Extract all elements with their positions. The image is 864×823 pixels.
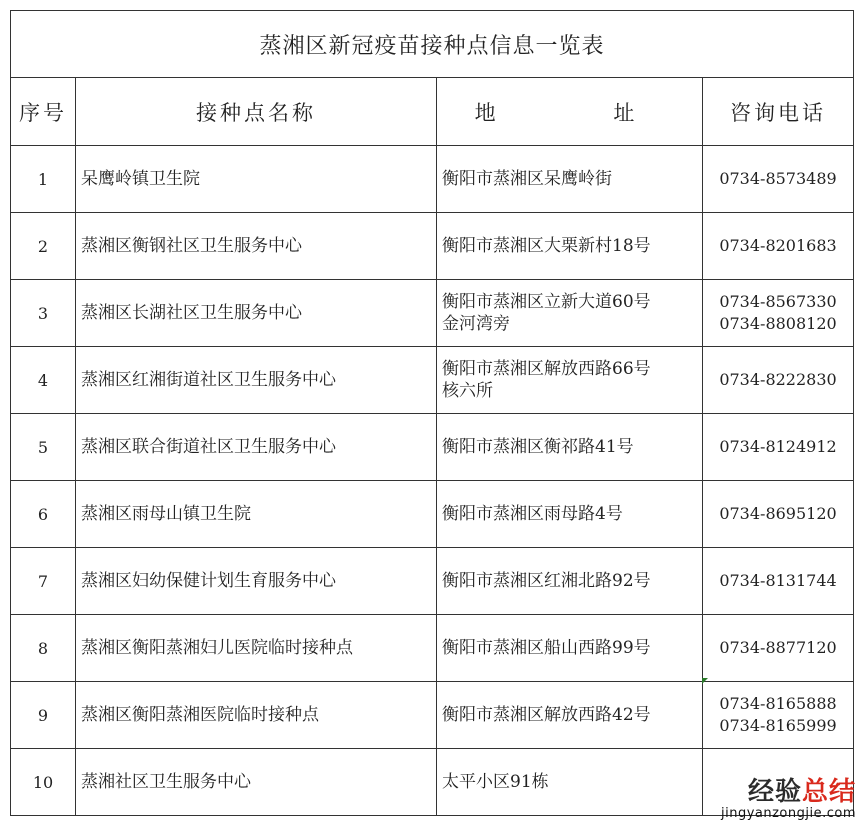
- address-line: 衡阳市蒸湘区解放西路42号: [442, 705, 651, 725]
- header-name: 接种点名称: [76, 78, 437, 146]
- row-number: 1: [11, 146, 76, 213]
- address-line: 衡阳市蒸湘区船山西路99号: [442, 638, 651, 658]
- phone-line: 0734-8201683: [719, 236, 837, 255]
- header-address: 地 址: [437, 78, 703, 146]
- site-address: [437, 481, 703, 548]
- table-row: [11, 682, 854, 749]
- row-number: 9: [11, 682, 76, 749]
- row-number: 6: [11, 481, 76, 548]
- site-name: 蒸湘区衡阳蒸湘医院临时接种点: [76, 682, 437, 749]
- address-line: 核六所: [442, 381, 493, 401]
- table-row: [11, 548, 854, 615]
- site-phone: [703, 280, 854, 347]
- site-phone: [703, 481, 854, 548]
- address-line: 衡阳市蒸湘区雨母路4号: [442, 504, 623, 524]
- address-line: 金河湾旁: [442, 314, 510, 334]
- row-number: 8: [11, 615, 76, 682]
- site-address: [437, 146, 703, 213]
- phone-line: 0734-8165999: [719, 716, 837, 735]
- phone-line: 0734-8124912: [719, 437, 837, 456]
- phone-line: 0734-8695120: [719, 504, 837, 523]
- site-name: 蒸湘区妇幼保健计划生育服务中心: [76, 548, 437, 615]
- site-name: 蒸湘区联合街道社区卫生服务中心: [76, 414, 437, 481]
- site-address: [437, 615, 703, 682]
- row-number: 5: [11, 414, 76, 481]
- address-line: 衡阳市蒸湘区呆鹰岭街: [442, 169, 612, 189]
- site-name: 蒸湘区红湘街道社区卫生服务中心: [76, 347, 437, 414]
- row-number: 2: [11, 213, 76, 280]
- row-number: 3: [11, 280, 76, 347]
- table-row: [11, 280, 854, 347]
- phone-line: 0734-8877120: [719, 638, 837, 657]
- header-phone: 咨询电话: [703, 78, 854, 146]
- table-row: [11, 481, 854, 548]
- watermark-url: jingyanzongjie.com: [720, 806, 856, 821]
- site-address: [437, 682, 703, 749]
- address-line: 衡阳市蒸湘区解放西路66号: [442, 359, 651, 379]
- site-name: 蒸湘区雨母山镇卫生院: [76, 481, 437, 548]
- site-address: [437, 749, 703, 816]
- site-phone: [703, 347, 854, 414]
- watermark-brand: 经验总结: [747, 777, 856, 807]
- site-name: 蒸湘区长湖社区卫生服务中心: [76, 280, 437, 347]
- site-name: 呆鹰岭镇卫生院: [76, 146, 437, 213]
- site-address: [437, 347, 703, 414]
- table-row: [11, 146, 854, 213]
- table-body: [11, 146, 854, 816]
- site-phone: [703, 548, 854, 615]
- address-line: 衡阳市蒸湘区红湘北路92号: [442, 571, 651, 591]
- table-row: [11, 615, 854, 682]
- site-name: 蒸湘社区卫生服务中心: [76, 749, 437, 816]
- row-number: 4: [11, 347, 76, 414]
- site-name: 蒸湘区衡阳蒸湘妇儿医院临时接种点: [76, 615, 437, 682]
- site-address: [437, 280, 703, 347]
- site-address: [437, 548, 703, 615]
- address-line: 衡阳市蒸湘区立新大道60号: [442, 292, 651, 312]
- table-title: 蒸湘区新冠疫苗接种点信息一览表: [11, 11, 854, 78]
- green-corner-mark: [702, 678, 708, 684]
- watermark-logo: [721, 778, 856, 821]
- row-number: 7: [11, 548, 76, 615]
- phone-line: 0734-8808120: [719, 314, 837, 333]
- site-phone: [703, 213, 854, 280]
- site-phone: [703, 414, 854, 481]
- site-phone: [703, 615, 854, 682]
- site-phone: [703, 146, 854, 213]
- phone-line: 0734-8573489: [719, 169, 837, 188]
- site-address: [437, 213, 703, 280]
- phone-line: 0734-8222830: [719, 370, 837, 389]
- address-line: 衡阳市蒸湘区大栗新村18号: [442, 236, 651, 256]
- site-address: [437, 414, 703, 481]
- site-phone: [703, 682, 854, 749]
- table-row: [11, 213, 854, 280]
- phone-line: 0734-8567330: [719, 292, 837, 311]
- vaccination-sites-table: [10, 10, 854, 816]
- table-row: [11, 414, 854, 481]
- address-line: 衡阳市蒸湘区衡祁路41号: [442, 437, 634, 457]
- phone-line: 0734-8131744: [719, 571, 837, 590]
- site-name: 蒸湘区衡钢社区卫生服务中心: [76, 213, 437, 280]
- header-no: 序号: [11, 78, 76, 146]
- address-line: 太平小区91栋: [442, 772, 549, 792]
- table-row: [11, 347, 854, 414]
- row-number: 10: [11, 749, 76, 816]
- header-row: [11, 78, 854, 146]
- phone-line: 0734-8165888: [719, 694, 837, 713]
